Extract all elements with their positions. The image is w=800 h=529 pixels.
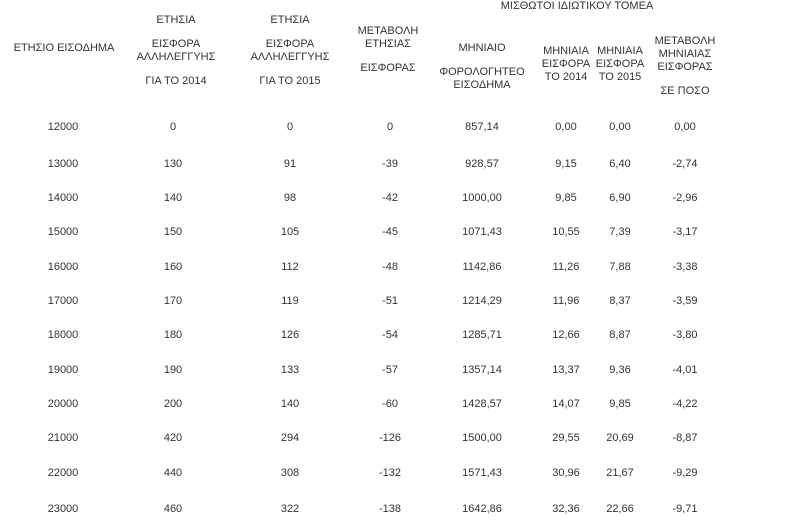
table-cell: -126 <box>378 432 402 444</box>
table-cell: -2,96 <box>672 192 698 204</box>
table-cell: 133 <box>280 364 300 376</box>
table-cell: 180 <box>163 329 183 341</box>
table-cell: 294 <box>280 432 300 444</box>
header-contrib-2015 <box>251 14 330 88</box>
table-cell: 140 <box>163 192 183 204</box>
table-cell: 1071,43 <box>462 226 502 238</box>
table-cell: 13,37 <box>552 364 580 376</box>
table-cell: 6,40 <box>609 158 631 170</box>
table-cell: -4,22 <box>672 398 698 410</box>
table-cell: 19000 <box>47 364 79 376</box>
table-cell: 20000 <box>47 398 79 410</box>
table-cell: 1214,29 <box>462 295 502 307</box>
header-monthly-change <box>655 35 716 98</box>
header-line: ΕΙΣΦΟΡΑ <box>265 38 315 50</box>
header-line: ΜΕΤΑΒΟΛΗ <box>654 35 716 47</box>
table-cell: 1500,00 <box>462 432 502 444</box>
header-monthly-income <box>439 42 524 92</box>
table-cell: 11,96 <box>552 295 580 307</box>
table-cell: 0,00 <box>609 121 631 133</box>
table-cell: 11,26 <box>552 261 580 273</box>
table-cell: 0 <box>169 121 177 133</box>
header-line: ΜΗΝΙΑΙΑ <box>543 45 589 57</box>
table-cell: 30,96 <box>552 467 580 479</box>
table-cell: 1428,57 <box>462 398 502 410</box>
header-line: ΕΙΣΦΟΡΑΣ <box>657 61 713 73</box>
header-line: ΕΙΣΦΟΡΑ <box>151 38 201 50</box>
header-line: ΜΕΤΑΒΟΛΗ <box>357 25 419 37</box>
header-income <box>14 42 115 55</box>
header-line: ΓΙΑ ΤΟ 2015 <box>259 75 321 87</box>
table-cell: 9,15 <box>555 158 577 170</box>
header-contrib-2014 <box>137 14 216 88</box>
header-line: ΕΤΗΣΙΑΣ <box>364 38 411 50</box>
header-line: ΕΤΗΣΙΑ <box>156 14 196 26</box>
table-cell: -57 <box>382 364 398 376</box>
table-cell: 13000 <box>47 158 79 170</box>
table-cell: 9,36 <box>609 364 631 376</box>
table-cell: 119 <box>281 295 299 307</box>
table-cell: 190 <box>163 364 183 376</box>
header-line: ΤΟ 2014 <box>544 71 588 83</box>
table-cell: 1357,14 <box>462 364 502 376</box>
table-cell: -3,17 <box>672 226 698 238</box>
header-line: ΜΗΝΙΑΙΑΣ <box>658 48 712 60</box>
table-cell: 928,57 <box>465 158 499 170</box>
table-cell: 0,00 <box>555 121 577 133</box>
table-cell: 200 <box>163 398 183 410</box>
table-cell: 8,37 <box>609 295 631 307</box>
table-cell: -3,80 <box>672 329 698 341</box>
table-cell: 1642,86 <box>462 503 502 515</box>
table-cell: 9,85 <box>555 192 577 204</box>
table-cell: 91 <box>283 158 297 170</box>
table-cell: 21,67 <box>606 467 634 479</box>
header-line: ΕΙΣΦΟΡΑ <box>595 58 645 70</box>
group-title-text: ΜΙΣΘΩΤΟΙ ΙΔΙΩΤΙΚΟΥ ΤΟΜΕΑ <box>500 0 654 12</box>
table-cell: 460 <box>163 503 183 515</box>
table-cell: 29,55 <box>552 432 580 444</box>
table-cell: -8,87 <box>672 432 698 444</box>
table-cell: 1285,71 <box>462 329 502 341</box>
header-line: ΕΙΣΦΟΡΑ <box>541 58 591 70</box>
header-line: ΑΛΛΗΛΕΓΓΥΗΣ <box>250 51 330 63</box>
table-cell: 7,39 <box>609 226 631 238</box>
table-cell: 126 <box>280 329 300 341</box>
table-cell: 14000 <box>47 192 79 204</box>
table-cell: -132 <box>378 467 402 479</box>
table-cell: 440 <box>163 467 183 479</box>
table-cell: 9,85 <box>609 398 631 410</box>
table-cell: 308 <box>280 467 300 479</box>
table-cell: 15000 <box>47 226 79 238</box>
table-cell: 0,00 <box>674 121 696 133</box>
header-line: ΕΙΣΦΟΡΑΣ <box>360 62 416 74</box>
header-line: ΓΙΑ ΤΟ 2014 <box>145 75 207 87</box>
group-title <box>501 0 654 13</box>
table-cell: 0 <box>386 121 394 133</box>
table-cell: 22,66 <box>606 503 634 515</box>
header-line: ΑΛΛΗΛΕΓΓΥΗΣ <box>136 51 216 63</box>
table-cell: -3,59 <box>672 295 698 307</box>
table-cell: -138 <box>378 503 402 515</box>
table-cell: 112 <box>281 261 299 273</box>
header-monthly-2014 <box>542 45 590 84</box>
table-cell: 1142,86 <box>462 261 502 273</box>
table-cell: 21000 <box>47 432 79 444</box>
table-cell: 17000 <box>47 295 79 307</box>
table-cell: 322 <box>280 503 300 515</box>
table-cell: 98 <box>283 192 297 204</box>
table-cell: 420 <box>163 432 183 444</box>
table-cell: -9,29 <box>672 467 698 479</box>
header-annual-change <box>358 25 419 75</box>
table-cell: 8,87 <box>609 329 631 341</box>
table-cell: 32,36 <box>552 503 580 515</box>
table-cell: -3,38 <box>672 261 698 273</box>
table-cell: 16000 <box>47 261 79 273</box>
table-cell: 12,66 <box>552 329 580 341</box>
table-cell: 7,88 <box>609 261 631 273</box>
table-cell: -2,74 <box>672 158 698 170</box>
table-cell: -9,71 <box>672 503 698 515</box>
header-line: ΜΗΝΙΑΙΑ <box>597 45 643 57</box>
table-cell: 0 <box>286 121 294 133</box>
table-cell: -48 <box>382 261 398 273</box>
table-cell: 150 <box>163 226 183 238</box>
table-cell: -54 <box>382 329 398 341</box>
table-cell: 857,14 <box>465 121 499 133</box>
header-line: ΦΟΡΟΛΟΓΗΤΕΟ <box>439 66 525 78</box>
header-line: ΜΗΝΙΑΙΟ <box>458 42 506 54</box>
header-line: ΣΕ ΠΟΣΟ <box>660 85 710 97</box>
table-cell: 12000 <box>47 121 79 133</box>
table-cell: 20,69 <box>606 432 634 444</box>
header-line: ΤΟ 2015 <box>598 71 642 83</box>
table-cell: 140 <box>280 398 300 410</box>
table-cell: 22000 <box>47 467 79 479</box>
header-income-text: ΕΤΗΣΙΟ ΕΙΣΟΔΗΜΑ <box>13 42 115 54</box>
table-cell: -42 <box>382 192 398 204</box>
table-cell: 6,90 <box>609 192 631 204</box>
table-cell: -51 <box>382 295 398 307</box>
table-cell: -45 <box>382 226 398 238</box>
table-cell: 10,55 <box>552 226 580 238</box>
table-cell: 130 <box>163 158 183 170</box>
table-cell: 23000 <box>47 503 79 515</box>
header-line: ΕΙΣΟΔΗΜΑ <box>453 79 511 91</box>
table-cell: 18000 <box>47 329 79 341</box>
table-cell: 14,07 <box>552 398 580 410</box>
table-cell: 105 <box>280 226 300 238</box>
table-cell: 1571,43 <box>462 467 502 479</box>
header-line: ΕΤΗΣΙΑ <box>270 14 310 26</box>
table-cell: -39 <box>382 158 398 170</box>
table-cell: 170 <box>163 295 183 307</box>
table-cell: 160 <box>163 261 183 273</box>
header-monthly-2015 <box>596 45 644 84</box>
table-cell: -60 <box>382 398 398 410</box>
table-cell: -4,01 <box>672 364 698 376</box>
table-cell: 1000,00 <box>462 192 502 204</box>
